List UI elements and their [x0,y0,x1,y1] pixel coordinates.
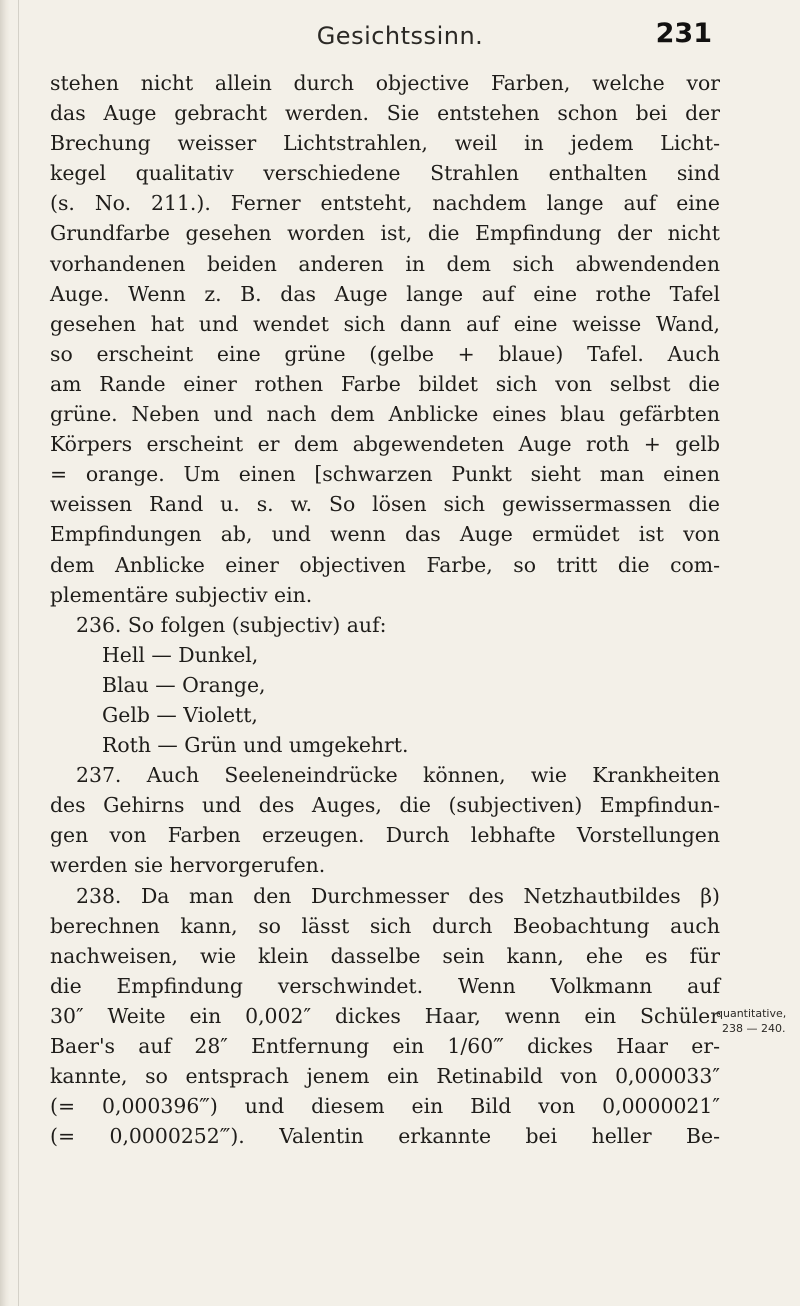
text-line: nachweisen, wie klein dasselbe sein kann, ehe es für [50,943,720,968]
text-line: 238. Da man den Durchmesser des Netzhautbildes β) [76,883,720,908]
text-line: so erscheint eine grüne (gelbe + blaue) Tafel. Auch [50,341,720,366]
text-line: Brechung weisser Lichtstrahlen, weil in jedem Licht- [50,131,720,156]
text-line: dem Anblicke einer objectiven Farbe, so tritt die com- [50,552,720,577]
contrast-pair: Roth — Grün und umgekehrt. [102,733,409,758]
running-head [0,14,800,54]
margin-note [716,1006,786,1036]
page-number: 231 [655,18,712,49]
text-line: Empfindungen ab, und wenn das Auge ermüdet ist von [50,522,720,547]
text-line: Auge. Wenn z. B. das Auge lange auf eine rothe Tafel [50,281,720,306]
text-line: am Rande einer rothen Farbe bildet sich von selbst die [50,371,720,396]
text-line: werden sie hervorgerufen. [50,853,326,878]
text-line: grüne. Neben und nach dem Anblicke eines blau gefärbten [50,402,720,427]
text-line: weissen Rand u. s. w. So lösen sich gewissermassen die [50,492,720,517]
text-line: das Auge gebracht werden. Sie entstehen schon bei der [50,101,720,126]
body-text [50,68,720,1151]
running-head-title: Gesichtssinn. [316,22,484,50]
text-line: 30″ Weite ein 0,002″ dickes Haar, wenn ein Schüler [50,1003,720,1028]
text-line: Baer's auf 28″ Entfernung ein 1/60‴ dickes Haar er- [50,1034,720,1058]
text-line: des Gehirns und des Auges, die (subjectiven) Empfindun- [50,793,720,818]
text-line: 237. Auch Seeleneindrücke können, wie Krankheiten [76,763,720,788]
text-line: Grundfarbe gesehen worden ist, die Empfindung der nicht [50,221,720,246]
text-line: = orange. Um einen [schwarzen Punkt sieht man einen [50,462,720,487]
text-line: Körpers erscheint er dem abgewendeten Auge roth + gelb [50,432,720,457]
paragraph-236-intro: 236. So folgen (subjectiv) auf: [76,612,387,637]
margin-note-line: quantitative, [716,1007,787,1020]
text-line: plementäre subjectiv ein. [50,582,313,607]
text-line: (= 0,0000252‴). Valentin erkannte bei heller Be- [50,1124,720,1149]
page-edge-shadow [0,0,10,1306]
margin-note-line: 238 — 240. [722,1022,786,1035]
text-line: die Empfindung verschwindet. Wenn Volkmann auf [50,973,720,998]
page-edge-line [18,0,19,1306]
text-line: stehen nicht allein durch objective Farben, welche vor [50,71,720,95]
text-line: (s. No. 211.). Ferner entsteht, nachdem lange auf eine [50,191,720,216]
text-line: (= 0,000396‴) und diesem ein Bild von 0,0000021″ [50,1094,720,1119]
contrast-pair: Blau — Orange, [102,672,266,697]
text-line: berechnen kann, so lässt sich durch Beobachtung auch [50,913,720,938]
text-line: kegel qualitativ verschiedene Strahlen enthalten sind [50,161,720,186]
text-line: gen von Farben erzeugen. Durch lebhafte Vorstellungen [50,823,720,848]
text-line: gesehen hat und wendet sich dann auf eine weisse Wand, [50,311,720,336]
contrast-pair: Gelb — Violett, [102,702,258,727]
contrast-pair: Hell — Dunkel, [102,642,259,667]
text-line: kannte, so entsprach jenem ein Retinabild von 0,000033″ [50,1064,720,1089]
text-line: vorhandenen beiden anderen in dem sich abwendenden [50,251,720,276]
